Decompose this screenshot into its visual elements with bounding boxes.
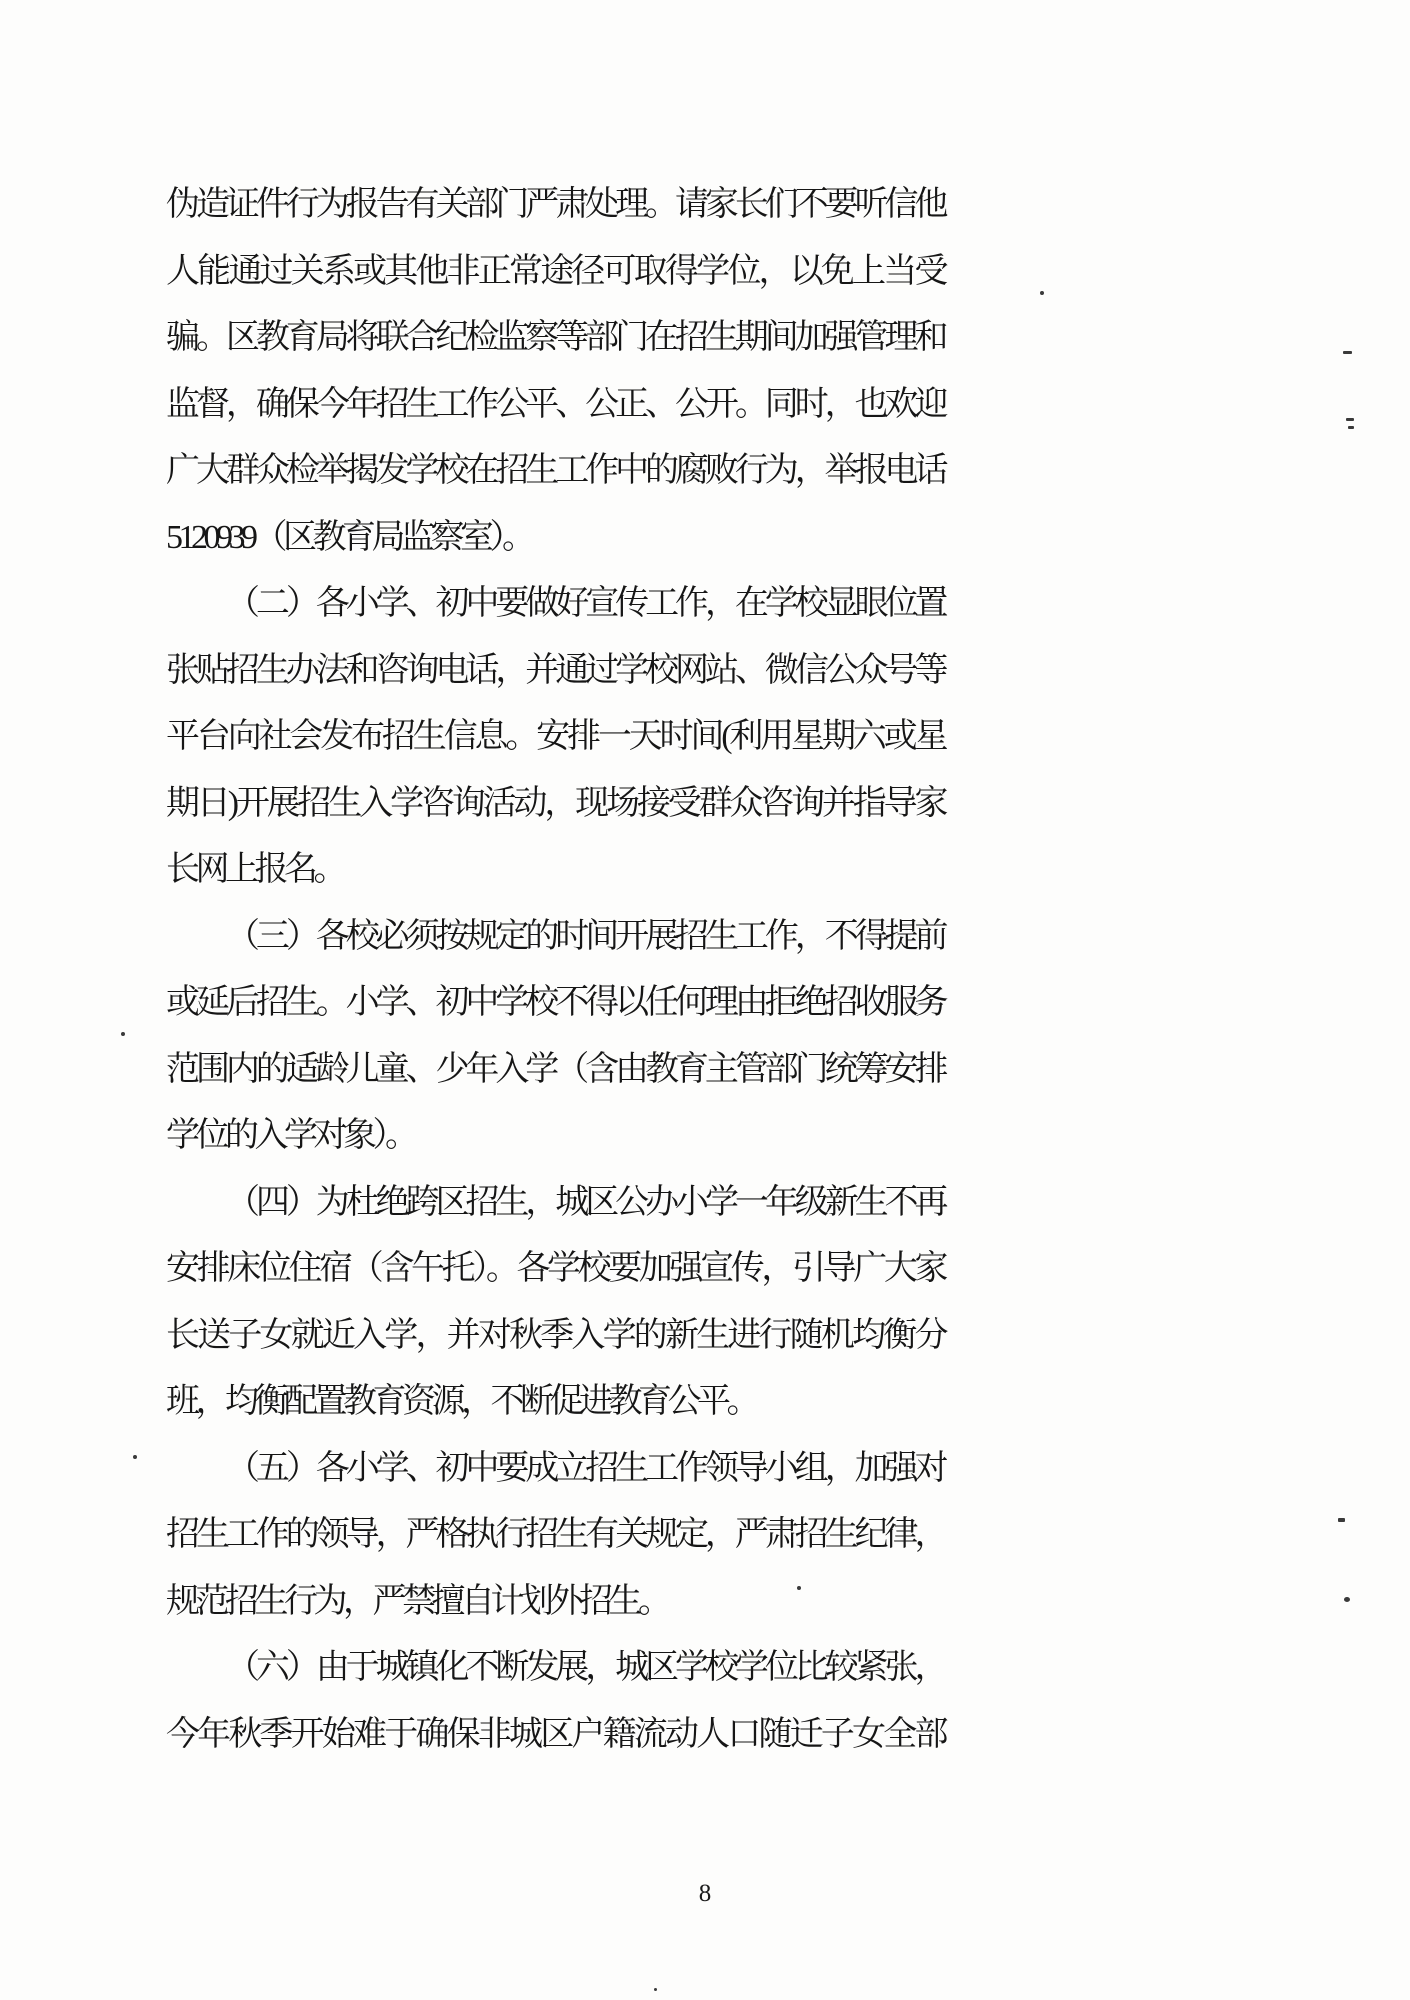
text-line: （三）各校必须按规定的时间开展招生工作，不得提前 [226,917,944,955]
scan-speck [797,1586,801,1590]
paragraph-continuation [166,172,944,571]
text-line: 范围内的适龄儿童、少年入学（含由教育主管部门统筹安排 [166,1050,944,1088]
text-line: （五）各小学、初中要成立招生工作领导小组，加强对 [226,1449,944,1487]
paragraph-item-4 [166,1170,944,1436]
text-line: （四）为杜绝跨区招生，城区公办小学一年级新生不再 [226,1183,944,1221]
scan-speck [1348,426,1354,429]
text-line: 伪造证件行为报告有关部门严肃处理。请家长们不要听信他 [166,186,944,223]
scan-speck [1040,291,1044,295]
scan-speck [121,1032,125,1036]
text-line: 班，均衡配置教育资源，不断促进教育公平。 [166,1383,756,1420]
text-line: （六）由于城镇化不断发展，城区学校学位比较紧张， [226,1649,944,1686]
text-line: （二）各小学、初中要做好宣传工作，在学校显眼位置 [226,585,944,622]
text-line: 张贴招生办法和咨询电话，并通过学校网站、微信公众号等 [166,651,944,689]
text-line: 招生工作的领导，严格执行招生有关规定，严肃招生纪律， [166,1516,944,1553]
text-line: 骗。区教育局将联合纪检监察等部门在招生期间加强管理和 [166,319,944,356]
text-line: 安排床位住宿（含午托）。各学校要加强宣传，引导广大家 [166,1250,944,1287]
scan-speck [654,1988,657,1991]
text-line: 期日)开展招生入学咨询活动，现场接受群众咨询并指导家 [166,784,944,822]
scan-speck [1344,1597,1350,1602]
scan-speck [133,1455,137,1459]
paragraph-item-6 [166,1635,944,1768]
text-line: 学位的入学对象）。 [166,1117,415,1154]
scan-speck [1343,351,1352,354]
text-line: 今年秋季开始难于确保非城区户籍流动人口随迁子女全部 [166,1715,944,1753]
text-line: 长网上报名。 [166,851,343,888]
text-line: 人能通过关系或其他非正常途径可取得学位，以免上当受 [166,252,944,290]
paragraph-item-5 [166,1436,944,1636]
text-line: 或延后招生。小学、初中学校不得以任何理由拒绝招收服务 [166,984,944,1021]
scan-speck [1338,1518,1345,1522]
text-line: 5120939（区教育局监察室）。 [166,518,532,556]
text-line: 广大群众检举揭发学校在招生工作中的腐败行为，举报电话 [166,452,944,489]
text-line: 平台向社会发布招生信息。安排一天时间(利用星期六或星 [166,718,944,755]
page-number: 8 [698,1880,712,1907]
document-body [166,172,944,1768]
text-line: 监督，确保今年招生工作公平、公正、公开。同时，也欢迎 [166,385,944,423]
text-line: 规范招生行为，严禁擅自计划外招生。 [166,1582,668,1620]
paragraph-item-2 [166,571,944,904]
text-line: 长送子女就近入学，并对秋季入学的新生进行随机均衡分 [166,1316,944,1354]
scan-speck [1346,418,1354,421]
paragraph-item-3 [166,904,944,1170]
